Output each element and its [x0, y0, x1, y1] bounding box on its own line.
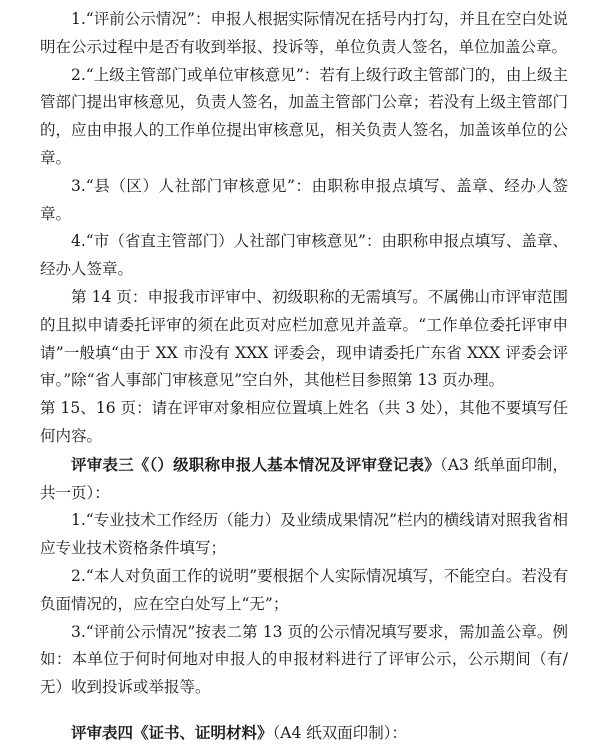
section-3-item: 2.“本人对负面工作的说明”要根据个人实际情况填写，不能空白。若没有负面情况的，应在空白处写上“无”； — [40, 566, 568, 613]
section-3-heading — [40, 451, 568, 508]
paragraph-page-14: 第 14 页：申报我市评审中、初级职称的无需填写。不属佛山市评审范围的且拟申请委托评审的须在此页对应栏加意见并盖章。“工作单位委托评审申请”一般填“由于 XX 市没有 XXX 评委会，现申请委托广东省 XXX 评委会评审。”除“省人事部门审核意见”空白外，其他栏目参照第 13 页办理。 — [40, 287, 568, 390]
section-3-item: 3.“评前公示情况”按表二第 13 页的公示情况填写要求，需加盖公章。例如：本单位于何时何地对申报人的申报材料进行了评审公示，公示期间（有/无）收到投诉或举报等。 — [40, 622, 568, 697]
paragraph-city-review: 4.“市（省直主管部门）人社部门审核意见”：由职称申报点填写、盖章、经办人签章。 — [40, 232, 568, 279]
paragraph-public-notice: 1.“评前公示情况”：申报人根据实际情况在括号内打勾，并且在空白处说明在公示过程中是否有收到举报、投诉等，单位负责人签名，单位加盖公章。 — [40, 10, 568, 56]
section-4-title: 评审表四《证书、证明材料》 — [71, 722, 273, 742]
section-3-item: 1.“专业技术工作经历（能力）及业绩成果情况”栏内的横线请对照我省相应专业技术资格条件填写； — [40, 511, 568, 558]
paragraph-page-15-16: 第 15、16 页：请在评审对象相应位置填上姓名（共 3 处），其他不要填写任何内容。 — [40, 399, 568, 445]
section-spacer — [40, 702, 568, 719]
paragraph-superior-review: 2.“上级主管部门或单位审核意见”：若有上级行政主管部门的，由上级主管部门提出审核意见，负责人签名，加盖主管部门公章；若没有上级主管部门的，应由申报人的工作单位提出审核意见，相关负责人签名，加盖该单位的公章。 — [40, 65, 568, 167]
section-4-title-suffix: （A4 纸双面印制）： — [272, 723, 407, 742]
section-3-title: 评审表三《（）级职称申报人基本情况及评审登记表》 — [71, 454, 440, 474]
paragraph-county-review: 3.“县（区）人社部门审核意见”：由职称申报点填写、盖章、经办人签章。 — [40, 176, 568, 223]
section-4-heading — [40, 719, 568, 748]
section-3-title-suffix: （A3 纸单面印制，共一页）： — [40, 455, 568, 502]
